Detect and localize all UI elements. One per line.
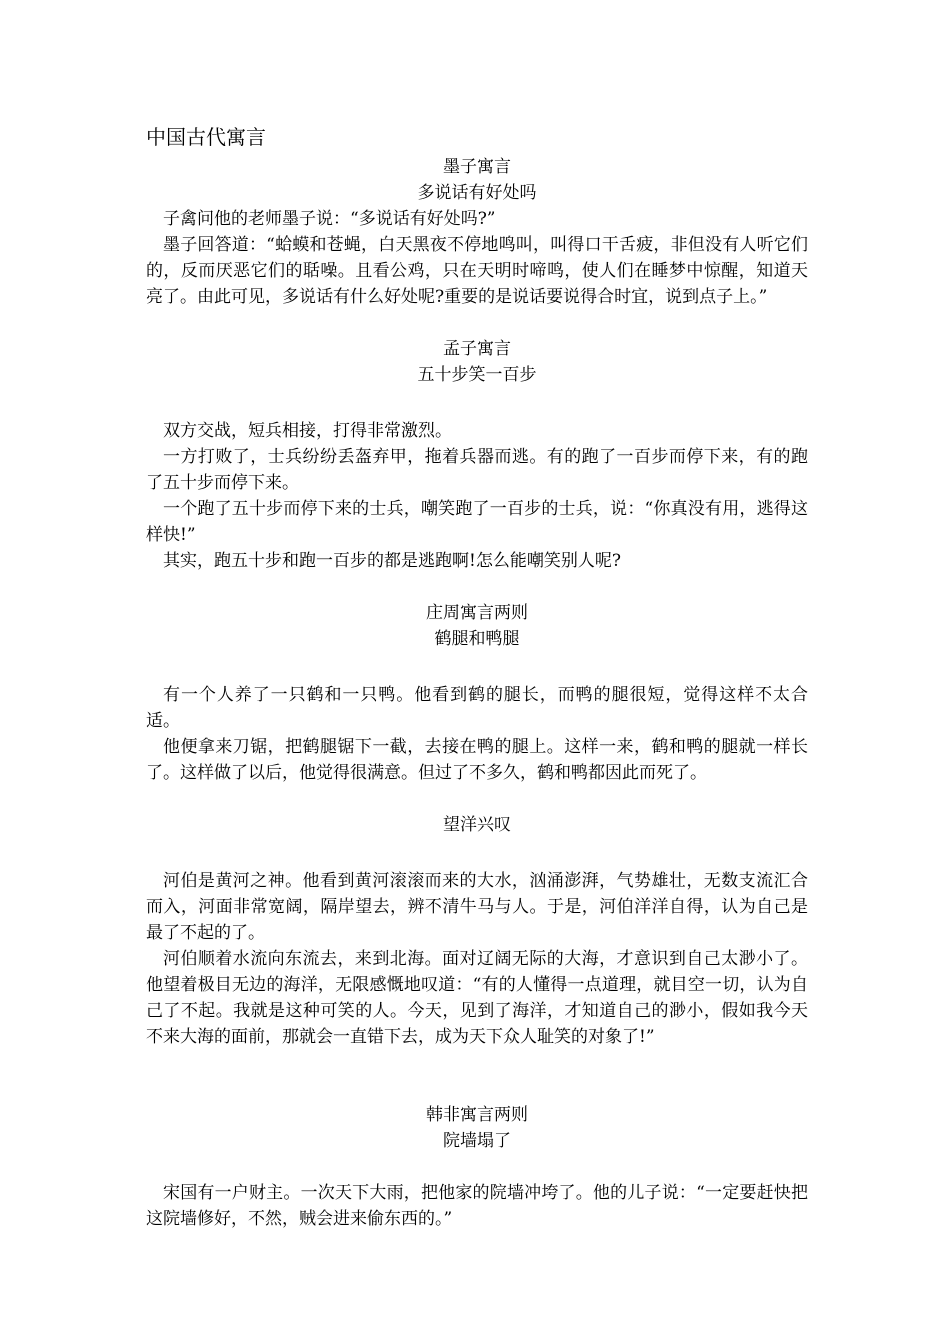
spacer — [146, 388, 808, 418]
paragraph: 河伯是黄河之神。他看到黄河滚滚而来的大水，汹涌澎湃，气势雄壮，无数支流汇合而入，河面非常宽阔，隔岸望去，辨不清牛马与人。于是，河伯洋洋自得，认为自己是最了不起的了。 — [146, 871, 808, 943]
paragraph: 一个跑了五十步而停下来的士兵，嘲笑跑了一百步的士兵，说：“你真没有用，逃得这样快!” — [146, 499, 808, 545]
document-title: 中国古代寓言 — [146, 125, 266, 149]
section-heading: 韩非寓言两则 — [426, 1105, 528, 1125]
section-heading: 孟子寓言 — [443, 339, 511, 359]
spacer — [146, 310, 808, 336]
story-title: 鹤腿和鸭腿 — [434, 629, 520, 649]
spacer — [146, 786, 808, 812]
paragraph: 河伯顺着水流向东流去，来到北海。面对辽阔无际的大海，才意识到自己太渺小了。他望着极目无边的海洋，无限感慨地叹道：“有的人懂得一点道理，就目空一切，认为自己了不起。我就是这种可笑的人。今天，见到了海洋，才知道自己的渺小，假如我今天不来大海的面前，那就会一直错下去，成为天下众人耻笑的对象了!” — [146, 949, 808, 1047]
spacer — [146, 574, 808, 600]
paragraph: 墨子回答道：“蛤蟆和苍蝇，白天黑夜不停地鸣叫，叫得口干舌疲，非但没有人听它们的，反而厌恶它们的聒噪。且看公鸡，只在天明时啼鸣，使人们在睡梦中惊醒，知道天亮了。由此可见，多说话有什么好处呢?重要的是说话要说得合时宜，说到点子上。” — [146, 235, 808, 307]
paragraph: 子禽问他的老师墨子说：“多说话有好处吗?” — [163, 209, 496, 229]
paragraph: 双方交战，短兵相接，打得非常激烈。 — [163, 421, 452, 441]
paragraph: 他便拿来刀锯，把鹤腿锯下一截，去接在鸭的腿上。这样一来，鹤和鸭的腿就一样长了。这样做了以后，他觉得很满意。但过了不多久，鹤和鸭都因此而死了。 — [146, 737, 808, 783]
section-heading: 庄周寓言两则 — [426, 603, 528, 623]
paragraph: 一方打败了，士兵纷纷丢盔弃甲，拖着兵器而逃。有的跑了一百步而停下来，有的跑了五十步而停下来。 — [146, 447, 808, 493]
story-title: 五十步笑一百步 — [417, 365, 537, 385]
story-title: 院墙塌了 — [443, 1131, 511, 1151]
paragraph: 宋国有一户财主。一次天下大雨，把他家的院墙冲垮了。他的儿子说：“一定要赶快把这院墙修好，不然，贼会进来偷东西的。” — [146, 1183, 808, 1229]
story-title: 望洋兴叹 — [443, 815, 511, 835]
spacer — [146, 1050, 808, 1102]
paragraph: 其实，跑五十步和跑一百步的都是逃跑啊!怎么能嘲笑别人呢? — [163, 551, 621, 571]
paragraph: 有一个人养了一只鹤和一只鸭。他看到鹤的腿长，而鸭的腿很短，觉得这样不太合适。 — [146, 685, 808, 731]
section-heading: 墨子寓言 — [443, 157, 511, 177]
story-title: 多说话有好处吗 — [417, 183, 537, 203]
spacer — [146, 1154, 808, 1180]
spacer — [146, 838, 808, 868]
spacer — [146, 652, 808, 682]
document-page — [146, 122, 808, 1232]
